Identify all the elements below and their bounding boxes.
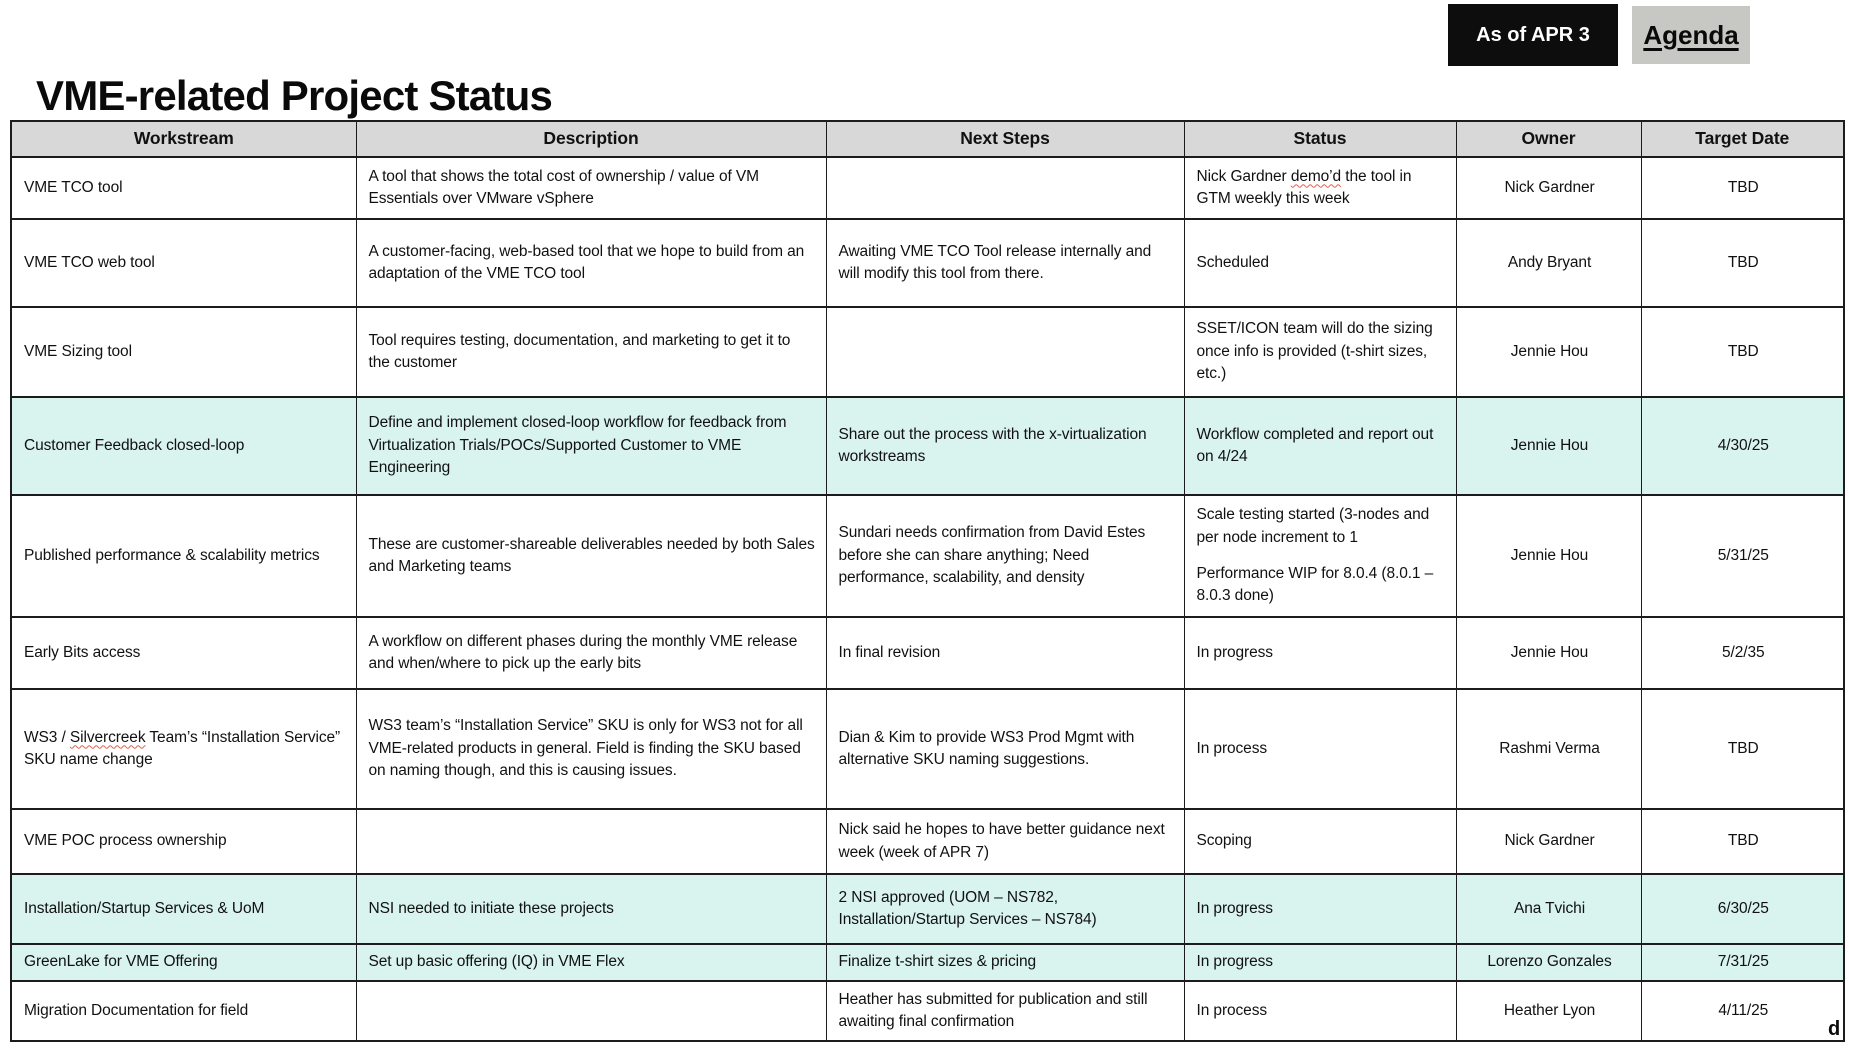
table-body <box>11 157 1844 1041</box>
cell-owner: Ana Tvichi <box>1456 874 1641 944</box>
cell-next-steps <box>826 307 1184 397</box>
cell-owner: Lorenzo Gonzales <box>1456 944 1641 981</box>
table-row <box>11 495 1844 617</box>
cell-description <box>356 809 826 874</box>
table-row <box>11 944 1844 981</box>
table-row <box>11 981 1844 1041</box>
cell-description: A workflow on different phases during the monthly VME release and when/where to pick up the early bits <box>356 617 826 689</box>
cell-target-date: TBD <box>1641 809 1844 874</box>
cell-next-steps: Dian & Kim to provide WS3 Prod Mgmt with alternative SKU naming suggestions. <box>826 689 1184 809</box>
column-header-owner: Owner <box>1456 121 1641 157</box>
cell-workstream: VME TCO tool <box>11 157 356 219</box>
status-paragraph: Performance WIP for 8.0.4 (8.0.1 – 8.0.3 done) <box>1196 565 1434 605</box>
cell-status: In progress <box>1184 617 1456 689</box>
cell-workstream: Installation/Startup Services & UoM <box>11 874 356 944</box>
cell-owner: Jennie Hou <box>1456 617 1641 689</box>
cell-target-date: TBD <box>1641 689 1844 809</box>
cell-status <box>1184 495 1456 617</box>
project-status-table <box>10 120 1845 1042</box>
cell-target-date: 4/30/25 <box>1641 397 1844 495</box>
cell-status <box>1184 157 1456 219</box>
cell-description: NSI needed to initiate these projects <box>356 874 826 944</box>
cell-workstream: Early Bits access <box>11 617 356 689</box>
column-header-workstream: Workstream <box>11 121 356 157</box>
cell-workstream: VME TCO web tool <box>11 219 356 307</box>
cell-workstream: VME Sizing tool <box>11 307 356 397</box>
cell-description: WS3 team’s “Installation Service” SKU is only for WS3 not for all VME-related products in general. Field is finding the SKU based on naming though, and this is causing issues. <box>356 689 826 809</box>
column-header-target-date: Target Date <box>1641 121 1844 157</box>
cell-owner: Jennie Hou <box>1456 307 1641 397</box>
misspelled-word: Silvercreek <box>69 728 146 746</box>
status-paragraph: Scale testing started (3-nodes and per node increment to 1 <box>1196 506 1430 546</box>
cell-next-steps: Sundari needs confirmation from David Estes before she can share anything; Need performance, scalability, and density <box>826 495 1184 617</box>
text-fragment: Nick Gardner <box>1196 167 1291 185</box>
cell-target-date: TBD <box>1641 307 1844 397</box>
cell-owner: Jennie Hou <box>1456 495 1641 617</box>
column-header-next-steps: Next Steps <box>826 121 1184 157</box>
cell-target-date: 7/31/25 <box>1641 944 1844 981</box>
cell-target-date: 4/11/25 <box>1641 981 1844 1041</box>
cell-target-date: TBD <box>1641 219 1844 307</box>
table-row <box>11 874 1844 944</box>
cell-status: SSET/ICON team will do the sizing once info is provided (t-shirt sizes, etc.) <box>1184 307 1456 397</box>
agenda-link[interactable]: Agenda <box>1632 6 1750 64</box>
text-fragment: Team’s “Installation Service” SKU name change <box>24 728 341 768</box>
cell-next-steps: Share out the process with the x-virtualization workstreams <box>826 397 1184 495</box>
table-row <box>11 809 1844 874</box>
cell-next-steps: Nick said he hopes to have better guidance next week (week of APR 7) <box>826 809 1184 874</box>
table-row <box>11 307 1844 397</box>
misspelled-word: demo’d <box>1290 167 1342 185</box>
cell-owner: Nick Gardner <box>1456 157 1641 219</box>
cell-workstream: Published performance & scalability metrics <box>11 495 356 617</box>
cell-status: Workflow completed and report out on 4/24 <box>1184 397 1456 495</box>
cell-next-steps: Finalize t-shirt sizes & pricing <box>826 944 1184 981</box>
cell-next-steps: Heather has submitted for publication and still awaiting final confirmation <box>826 981 1184 1041</box>
cell-status: Scoping <box>1184 809 1456 874</box>
cell-workstream: Migration Documentation for field <box>11 981 356 1041</box>
cell-owner: Nick Gardner <box>1456 809 1641 874</box>
cell-workstream <box>11 689 356 809</box>
column-header-description: Description <box>356 121 826 157</box>
cell-next-steps: Awaiting VME TCO Tool release internally and will modify this tool from there. <box>826 219 1184 307</box>
cell-description <box>356 981 826 1041</box>
table-row <box>11 219 1844 307</box>
cell-owner: Rashmi Verma <box>1456 689 1641 809</box>
cell-status: In process <box>1184 689 1456 809</box>
cell-description: Tool requires testing, documentation, and marketing to get it to the customer <box>356 307 826 397</box>
cell-status: In process <box>1184 981 1456 1041</box>
cell-next-steps: In final revision <box>826 617 1184 689</box>
cell-owner: Heather Lyon <box>1456 981 1641 1041</box>
as-of-date-badge: As of APR 3 <box>1448 4 1618 66</box>
cell-next-steps <box>826 157 1184 219</box>
cell-workstream: GreenLake for VME Offering <box>11 944 356 981</box>
stray-character: d <box>1828 1018 1841 1040</box>
cell-owner: Jennie Hou <box>1456 397 1641 495</box>
cell-workstream: VME POC process ownership <box>11 809 356 874</box>
cell-next-steps: 2 NSI approved (UOM – NS782, Installation/Startup Services – NS784) <box>826 874 1184 944</box>
page-title: VME-related Project Status <box>36 72 553 120</box>
cell-target-date: 6/30/25 <box>1641 874 1844 944</box>
cell-target-date: TBD <box>1641 157 1844 219</box>
cell-description: Set up basic offering (IQ) in VME Flex <box>356 944 826 981</box>
cell-owner: Andy Bryant <box>1456 219 1641 307</box>
cell-description: These are customer-shareable deliverables needed by both Sales and Marketing teams <box>356 495 826 617</box>
cell-target-date: 5/2/35 <box>1641 617 1844 689</box>
project-status-table-wrap <box>10 120 1845 1042</box>
cell-status: In progress <box>1184 874 1456 944</box>
cell-target-date: 5/31/25 <box>1641 495 1844 617</box>
cell-workstream: Customer Feedback closed-loop <box>11 397 356 495</box>
table-row <box>11 157 1844 219</box>
cell-description: A customer-facing, web-based tool that we hope to build from an adaptation of the VME TCO tool <box>356 219 826 307</box>
cell-description: A tool that shows the total cost of ownership / value of VM Essentials over VMware vSphere <box>356 157 826 219</box>
column-header-status: Status <box>1184 121 1456 157</box>
table-row <box>11 397 1844 495</box>
table-row <box>11 617 1844 689</box>
text-fragment: WS3 / <box>24 728 70 746</box>
table-row <box>11 689 1844 809</box>
cell-status: Scheduled <box>1184 219 1456 307</box>
cell-status: In progress <box>1184 944 1456 981</box>
cell-description: Define and implement closed-loop workflow for feedback from Virtualization Trials/POCs/Supported Customer to VME Engineering <box>356 397 826 495</box>
table-header-row <box>11 121 1844 157</box>
text-fragment: the tool in GTM weekly this week <box>1196 167 1412 207</box>
